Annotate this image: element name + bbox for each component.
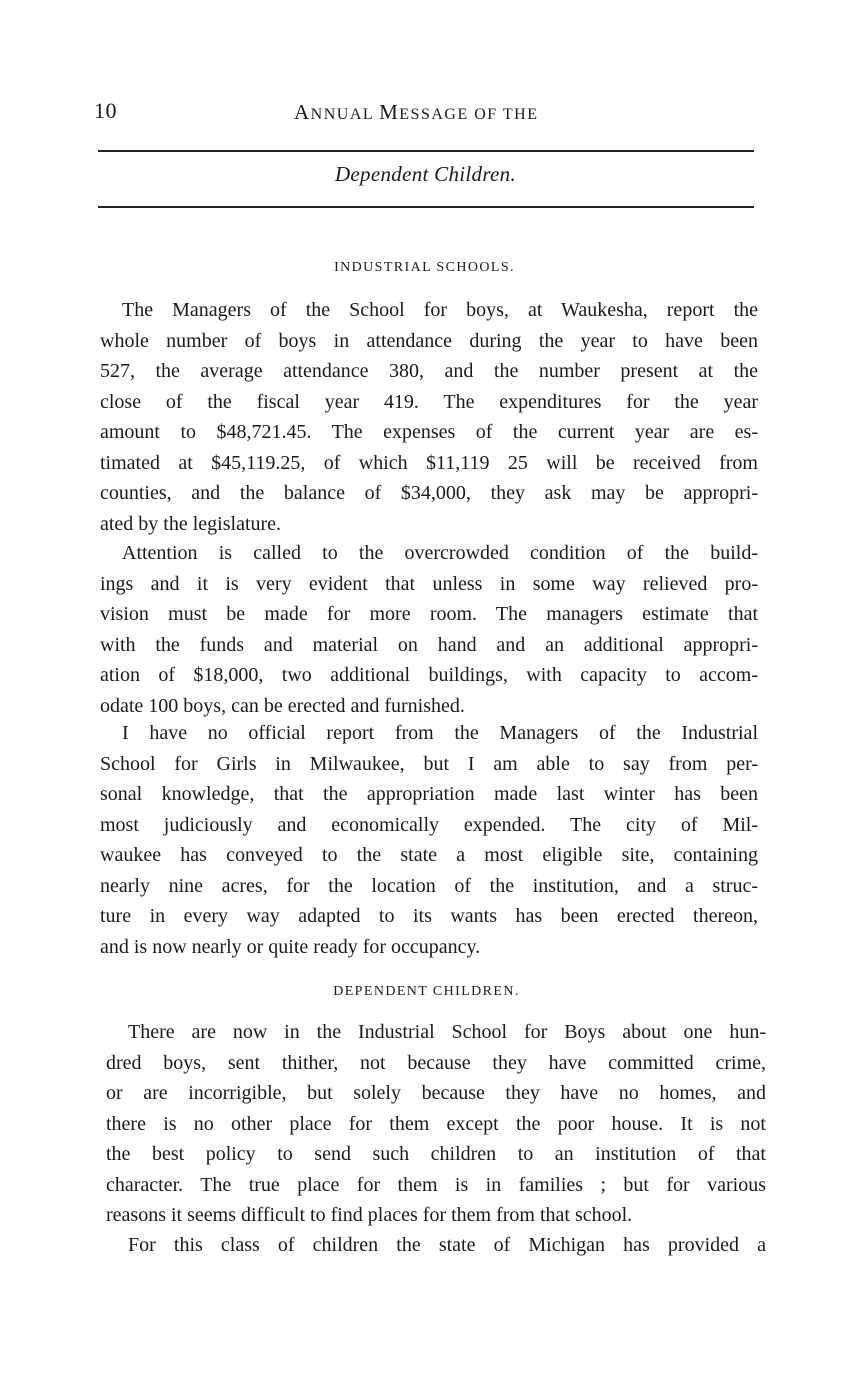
running-head [294,100,538,125]
text-line: and is now nearly or quite ready for occupancy. [100,935,481,958]
text-line: sonal knowledge, that the appropriation made last winter has been [100,783,758,805]
text-line: nearly nine acres, for the location of the institution, and a struc- [100,874,758,897]
text-line: close of the fiscal year 419. The expenditures for the year [100,390,758,413]
running-head-word-annual: NNUAL [310,106,374,123]
text-line: whole number of boys in attendance during the year to have been [100,329,758,352]
running-head-tail: OF THE [474,106,539,123]
page-number: 10 [94,98,117,123]
running-head-initial-m: M [379,100,400,124]
header-rule-top [98,150,754,152]
text-line: For this class of children the state of Michigan has provided a [128,1234,766,1256]
text-line: counties, and the balance of $34,000, they ask may be appropri- [100,482,758,504]
text-line: The Managers of the School for boys, at Waukesha, report the [122,299,758,321]
text-line: amount to $48,721.45. The expenses of the current year are es- [100,421,758,443]
text-line: the best policy to send such children to an institution of that [106,1143,766,1165]
paragraph-girls-school [100,718,758,962]
text-line: vision must be made for more room. The managers estimate that [100,603,758,625]
text-line: there is no other place for them except the poor house. It is not [106,1112,766,1135]
running-head-word-message: ESSAGE [399,106,469,123]
industrial-schools-heading: INDUSTRIAL SCHOOLS. [334,260,515,275]
header-rule-bottom [98,206,754,208]
paragraph-waukesha-report [100,295,758,539]
text-line: ings and it is very evident that unless in some way relieved pro- [100,572,758,595]
text-line: There are now in the Industrial School for Boys about one hun- [128,1021,766,1043]
text-line: character. The true place for them is in families ; but for various [106,1173,766,1196]
running-head-initial-a: A [294,100,311,124]
text-line: most judiciously and economically expended. The city of Mil- [100,813,758,836]
text-line: odate 100 boys, can be erected and furnished. [100,694,465,717]
section-subhead: Dependent Children. [334,162,517,186]
text-line: dred boys, sent thither, not because they have committed crime, [106,1051,766,1074]
text-line: waukee has conveyed to the state a most eligible site, containing [100,844,758,866]
paragraph-overcrowding [100,538,758,721]
dependent-children-heading: DEPENDENT CHILDREN. [333,984,520,999]
paragraph-dependent-boys [106,1017,766,1231]
text-line: ated by the legislature. [100,512,282,535]
text-line: I have no official report from the Managers of the Industrial [122,722,758,744]
text-line: Attention is called to the overcrowded condition of the build- [122,542,758,564]
text-line: 527, the average attendance 380, and the number present at the [100,360,758,382]
text-line: ation of $18,000, two additional buildings, with capacity to accom- [100,664,758,686]
text-line: School for Girls in Milwaukee, but I am able to say from per- [100,752,758,775]
text-line: reasons it seems difficult to find places for them from that school. [106,1204,633,1226]
paragraph-michigan [106,1230,766,1261]
text-line: timated at $45,119.25, of which $11,119 25 will be received from [100,451,758,474]
text-line: or are incorrigible, but solely because they have no homes, and [106,1082,766,1104]
text-line: ture in every way adapted to its wants has been erected thereon, [100,905,758,927]
text-line: with the funds and material on hand and an additional appropri- [100,633,758,656]
